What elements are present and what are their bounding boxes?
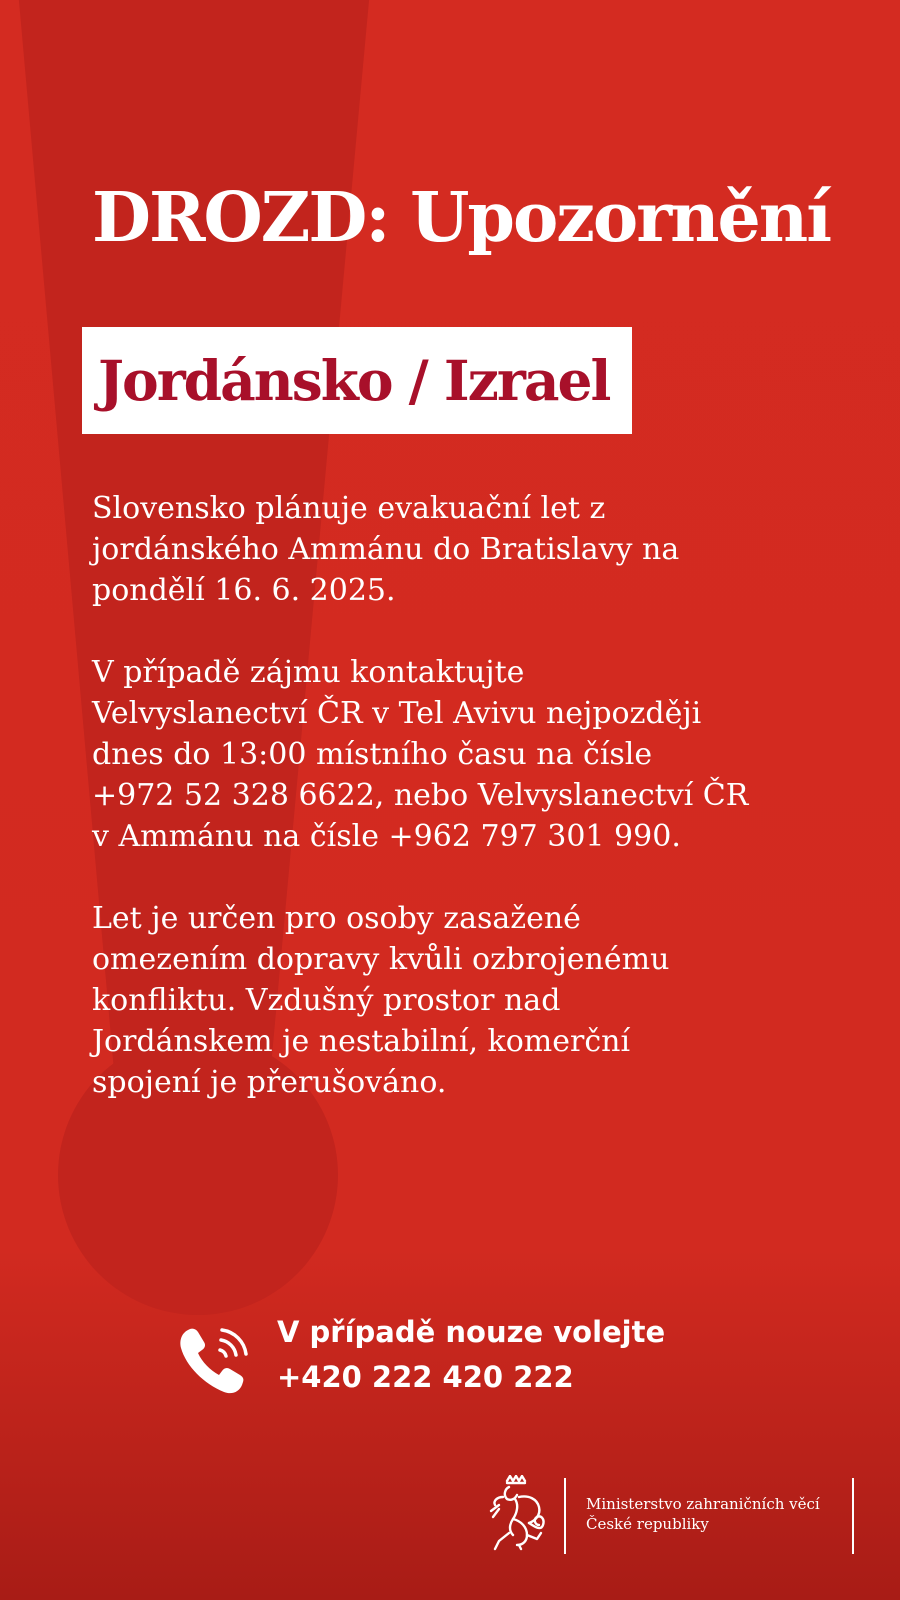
paragraph-info (92, 898, 892, 1103)
text-line: dnes do 13:00 místního času na čísle (92, 737, 653, 772)
subtitle: Jordánsko / Izrael (98, 348, 610, 413)
paragraph-evacuation (92, 488, 892, 611)
page-title: DROZD: Upozornění (92, 178, 831, 258)
text-line: spojení je přerušováno. (92, 1065, 447, 1100)
emergency-contact (277, 1310, 665, 1400)
text-line: Let je určen pro osoby zasažené (92, 901, 581, 936)
subtitle-box (82, 327, 632, 434)
ministry-line: Ministerstvo zahraničních věcí (586, 1495, 820, 1513)
footer-divider (852, 1478, 854, 1554)
text-line: +972 52 328 6622, nebo Velvyslanectví ČR (92, 778, 749, 813)
text-line: Slovensko plánuje evakuační let z (92, 491, 606, 526)
text-line: Jordánskem je nestabilní, komerční (92, 1024, 631, 1059)
czech-lion-icon (485, 1475, 549, 1551)
ministry-name (586, 1494, 820, 1534)
text-line: V případě zájmu kontaktujte (92, 655, 525, 690)
emergency-label: V případě nouze volejte (277, 1315, 666, 1349)
footer-divider (564, 1478, 566, 1554)
text-line: Velvyslanectví ČR v Tel Avivu nejpozději (92, 696, 702, 731)
text-line: konfliktu. Vzdušný prostor nad (92, 983, 561, 1018)
paragraph-contact (92, 652, 892, 857)
text-line: omezením dopravy kvůli ozbrojenému (92, 942, 670, 977)
body-text (92, 488, 892, 1144)
text-line: pondělí 16. 6. 2025. (92, 573, 396, 608)
phone-icon (174, 1318, 256, 1400)
ministry-line: České republiky (586, 1515, 709, 1533)
text-line: jordánského Ammánu do Bratislavy na (92, 532, 680, 567)
text-line: v Ammánu na čísle +962 797 301 990. (92, 819, 681, 854)
emergency-number[interactable]: +420 222 420 222 (277, 1360, 574, 1394)
